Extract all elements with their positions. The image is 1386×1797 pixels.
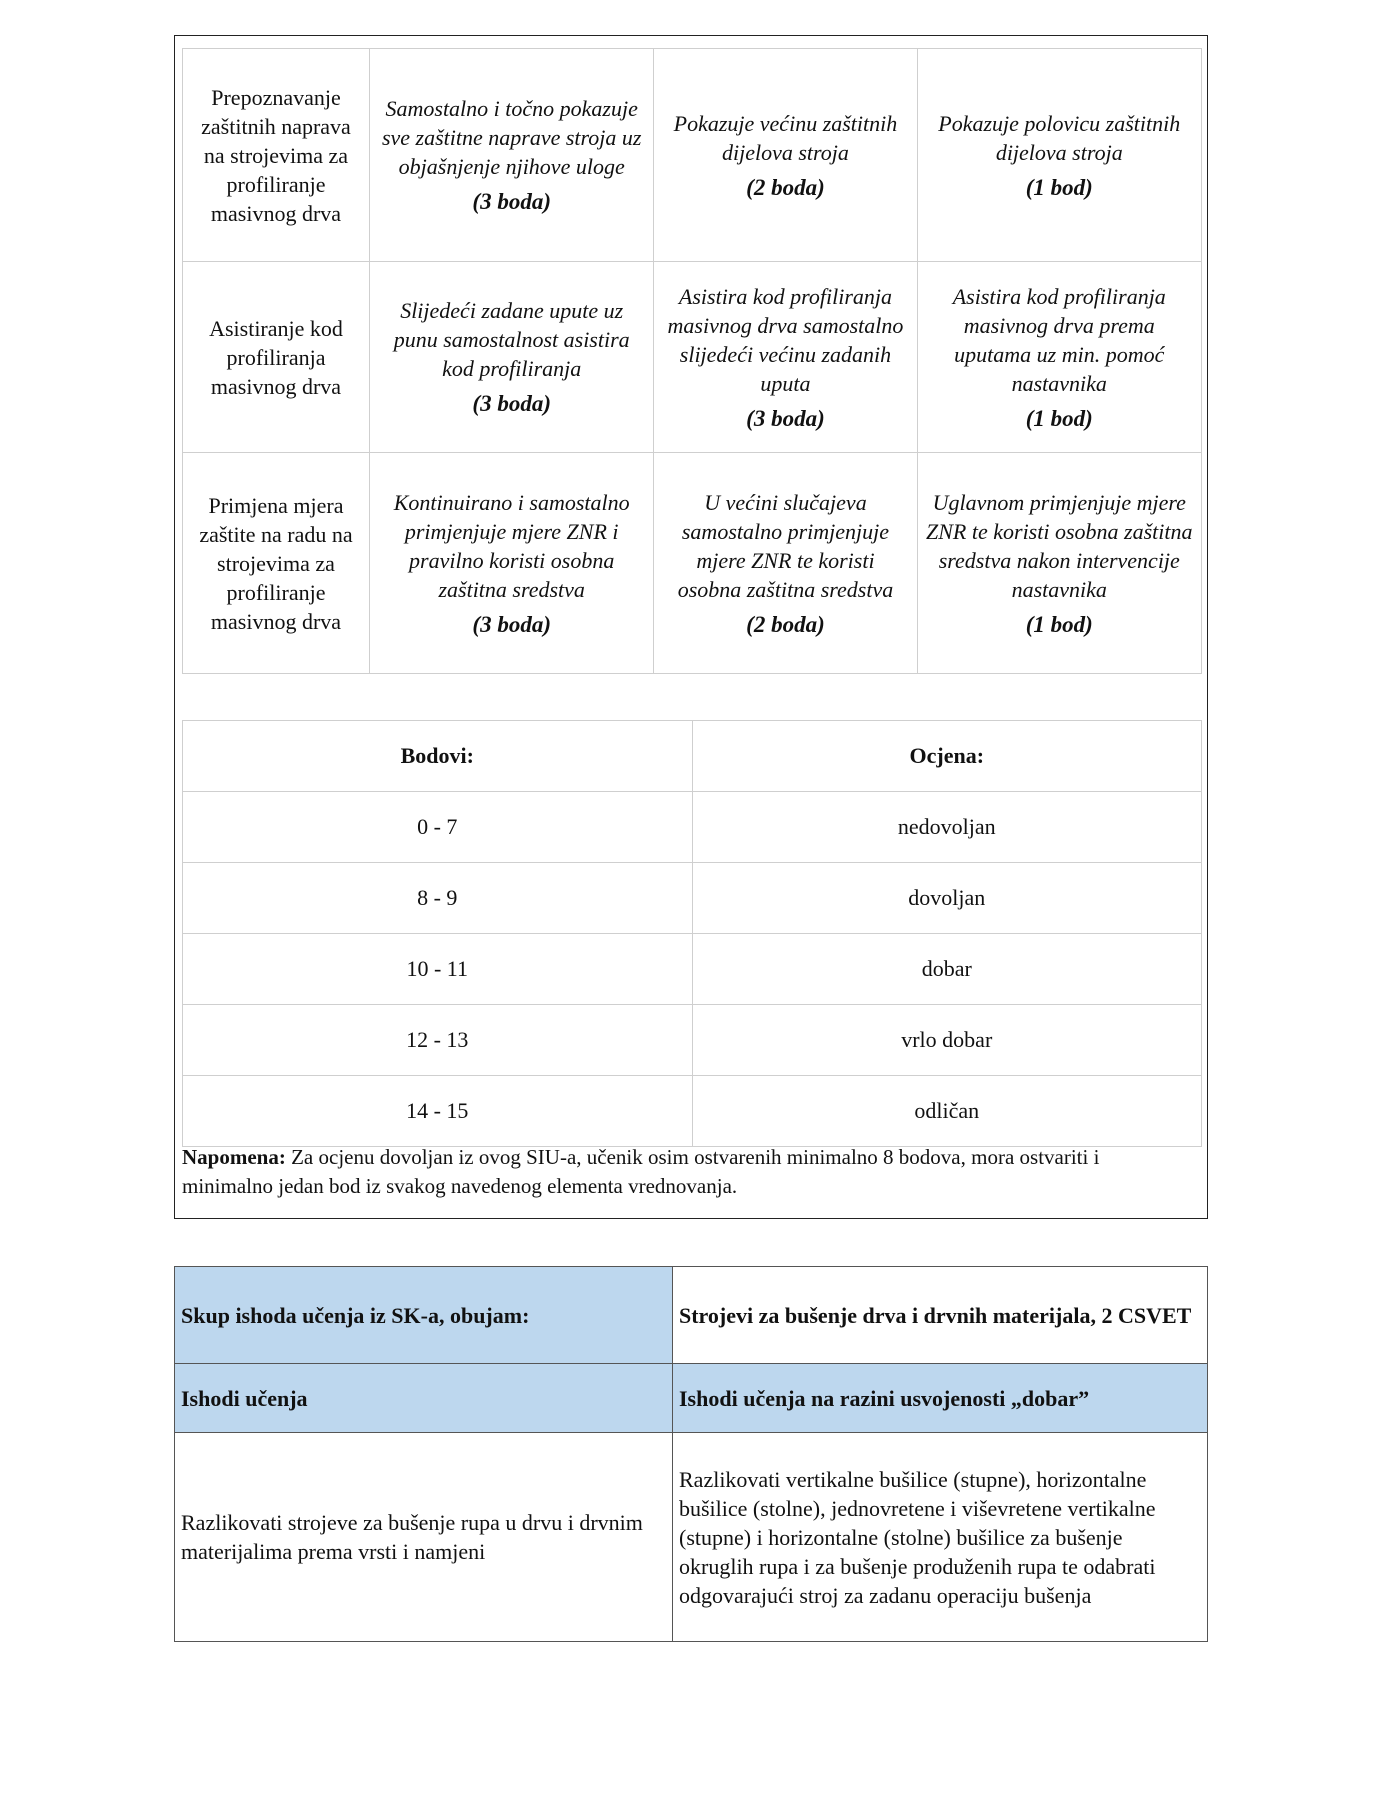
rubric-row — [183, 49, 1202, 262]
outcome-header-row — [175, 1364, 1208, 1433]
level-points: (3 boda) — [472, 189, 551, 214]
rubric-row — [183, 453, 1202, 674]
level-points: (2 boda) — [746, 611, 825, 637]
level-cell — [917, 49, 1201, 262]
outcome-set-row — [175, 1267, 1208, 1364]
level-text: Asistira kod profiliranja masivnog drva prema uputama uz min. pomoć nastavnika — [952, 283, 1166, 396]
criterion-cell: Prepoznavanje zaštitnih naprava na strojevima za profiliranje masivnog drva — [183, 49, 370, 262]
outcome-cell: Razlikovati strojeve za bušenje rupa u drvu i drvnim materijalima prema vrsti i namjeni — [175, 1433, 673, 1642]
level-text: U većini slučajeva samostalno primjenjuje mjere ZNR te koristi osobna zaštitna sredstva — [677, 489, 894, 602]
grade-value: dobar — [692, 934, 1202, 1005]
note-label: Napomena: — [182, 1145, 286, 1169]
points-range: 14 - 15 — [183, 1076, 693, 1147]
level-cell — [654, 262, 917, 453]
level-points: (1 bod) — [1025, 611, 1093, 637]
level-cell — [917, 453, 1201, 674]
level-text: Slijedeći zadane upute uz punu samostalnost asistira kod profiliranja — [393, 298, 630, 381]
outcomes-column-header: Ishodi učenja — [175, 1364, 673, 1433]
grades-header-row — [183, 721, 1202, 792]
level-points: (3 boda) — [472, 391, 551, 416]
level-points: (2 boda) — [746, 174, 825, 200]
outcome-set-label: Skup ishoda učenja iz SK-a, obujam: — [175, 1267, 673, 1364]
level-points: (1 bod) — [1025, 174, 1093, 200]
outcome-row — [175, 1433, 1208, 1642]
grade-value: odličan — [692, 1076, 1202, 1147]
note-paragraph — [182, 1143, 1192, 1201]
level-text: Samostalno i točno pokazuje sve zaštitne naprave stroja uz objašnjenje njihove uloge — [381, 96, 642, 179]
grade-row — [183, 792, 1202, 863]
grading-scale-table — [182, 720, 1202, 1147]
points-header: Bodovi: — [183, 721, 693, 792]
criterion-cell: Primjena mjera zaštite na radu na strojevima za profiliranje masivnog drva — [183, 453, 370, 674]
note-text: Za ocjenu dovoljan iz ovog SIU-a, učenik osim ostvarenih minimalno 8 bodova, mora ostvariti i minimalno jedan bod iz svakog navedenog elementa vrednovanja. — [182, 1145, 1100, 1198]
level-text: Pokazuje polovicu zaštitnih dijelova stroja — [938, 110, 1181, 165]
level-text: Uglavnom primjenjuje mjere ZNR te koristi osobna zaštitna sredstva nakon intervencije nastavnika — [926, 489, 1193, 602]
points-range: 12 - 13 — [183, 1005, 693, 1076]
grade-row — [183, 934, 1202, 1005]
learning-outcomes-table — [174, 1266, 1208, 1642]
grade-header: Ocjena: — [692, 721, 1202, 792]
level-text: Asistira kod profiliranja masivnog drva samostalno slijedeći većinu zadanih uputa — [667, 283, 904, 396]
grade-row — [183, 1005, 1202, 1076]
rubric-table — [182, 48, 1202, 674]
grade-row — [183, 1076, 1202, 1147]
level-cell — [654, 453, 917, 674]
level-text: Kontinuirano i samostalno primjenjuje mjere ZNR i pravilno koristi osobna zaštitna sredstva — [393, 489, 630, 602]
level-points: (3 boda) — [472, 611, 551, 637]
level-cell — [917, 262, 1201, 453]
points-range: 10 - 11 — [183, 934, 693, 1005]
good-level-column-header: Ishodi učenja na razini usvojenosti „dobar” — [673, 1364, 1208, 1433]
level-cell — [370, 49, 654, 262]
outcome-set-value: Strojevi za bušenje drva i drvnih materijala, 2 CSVET — [673, 1267, 1208, 1364]
grade-value: vrlo dobar — [692, 1005, 1202, 1076]
level-points: (3 boda) — [746, 405, 825, 431]
grade-value: dovoljan — [692, 863, 1202, 934]
points-range: 0 - 7 — [183, 792, 693, 863]
level-text: Pokazuje većinu zaštitnih dijelova stroja — [673, 110, 898, 165]
level-cell — [370, 453, 654, 674]
grade-value: nedovoljan — [692, 792, 1202, 863]
points-range: 8 - 9 — [183, 863, 693, 934]
grade-row — [183, 863, 1202, 934]
rubric-row — [183, 262, 1202, 453]
good-level-cell: Razlikovati vertikalne bušilice (stupne), horizontalne bušilice (stolne), jednovretene i viševretene vertikalne (stupne) i horizontalne (stolne) bušilice za bušenje okruglih rupa i za bušenje produženih rupa te odabrati odgovarajući stroj za zadanu operaciju bušenja — [673, 1433, 1208, 1642]
level-cell — [654, 49, 917, 262]
criterion-cell: Asistiranje kod profiliranja masivnog drva — [183, 262, 370, 453]
level-cell — [370, 262, 654, 453]
level-points: (1 bod) — [1025, 405, 1093, 431]
